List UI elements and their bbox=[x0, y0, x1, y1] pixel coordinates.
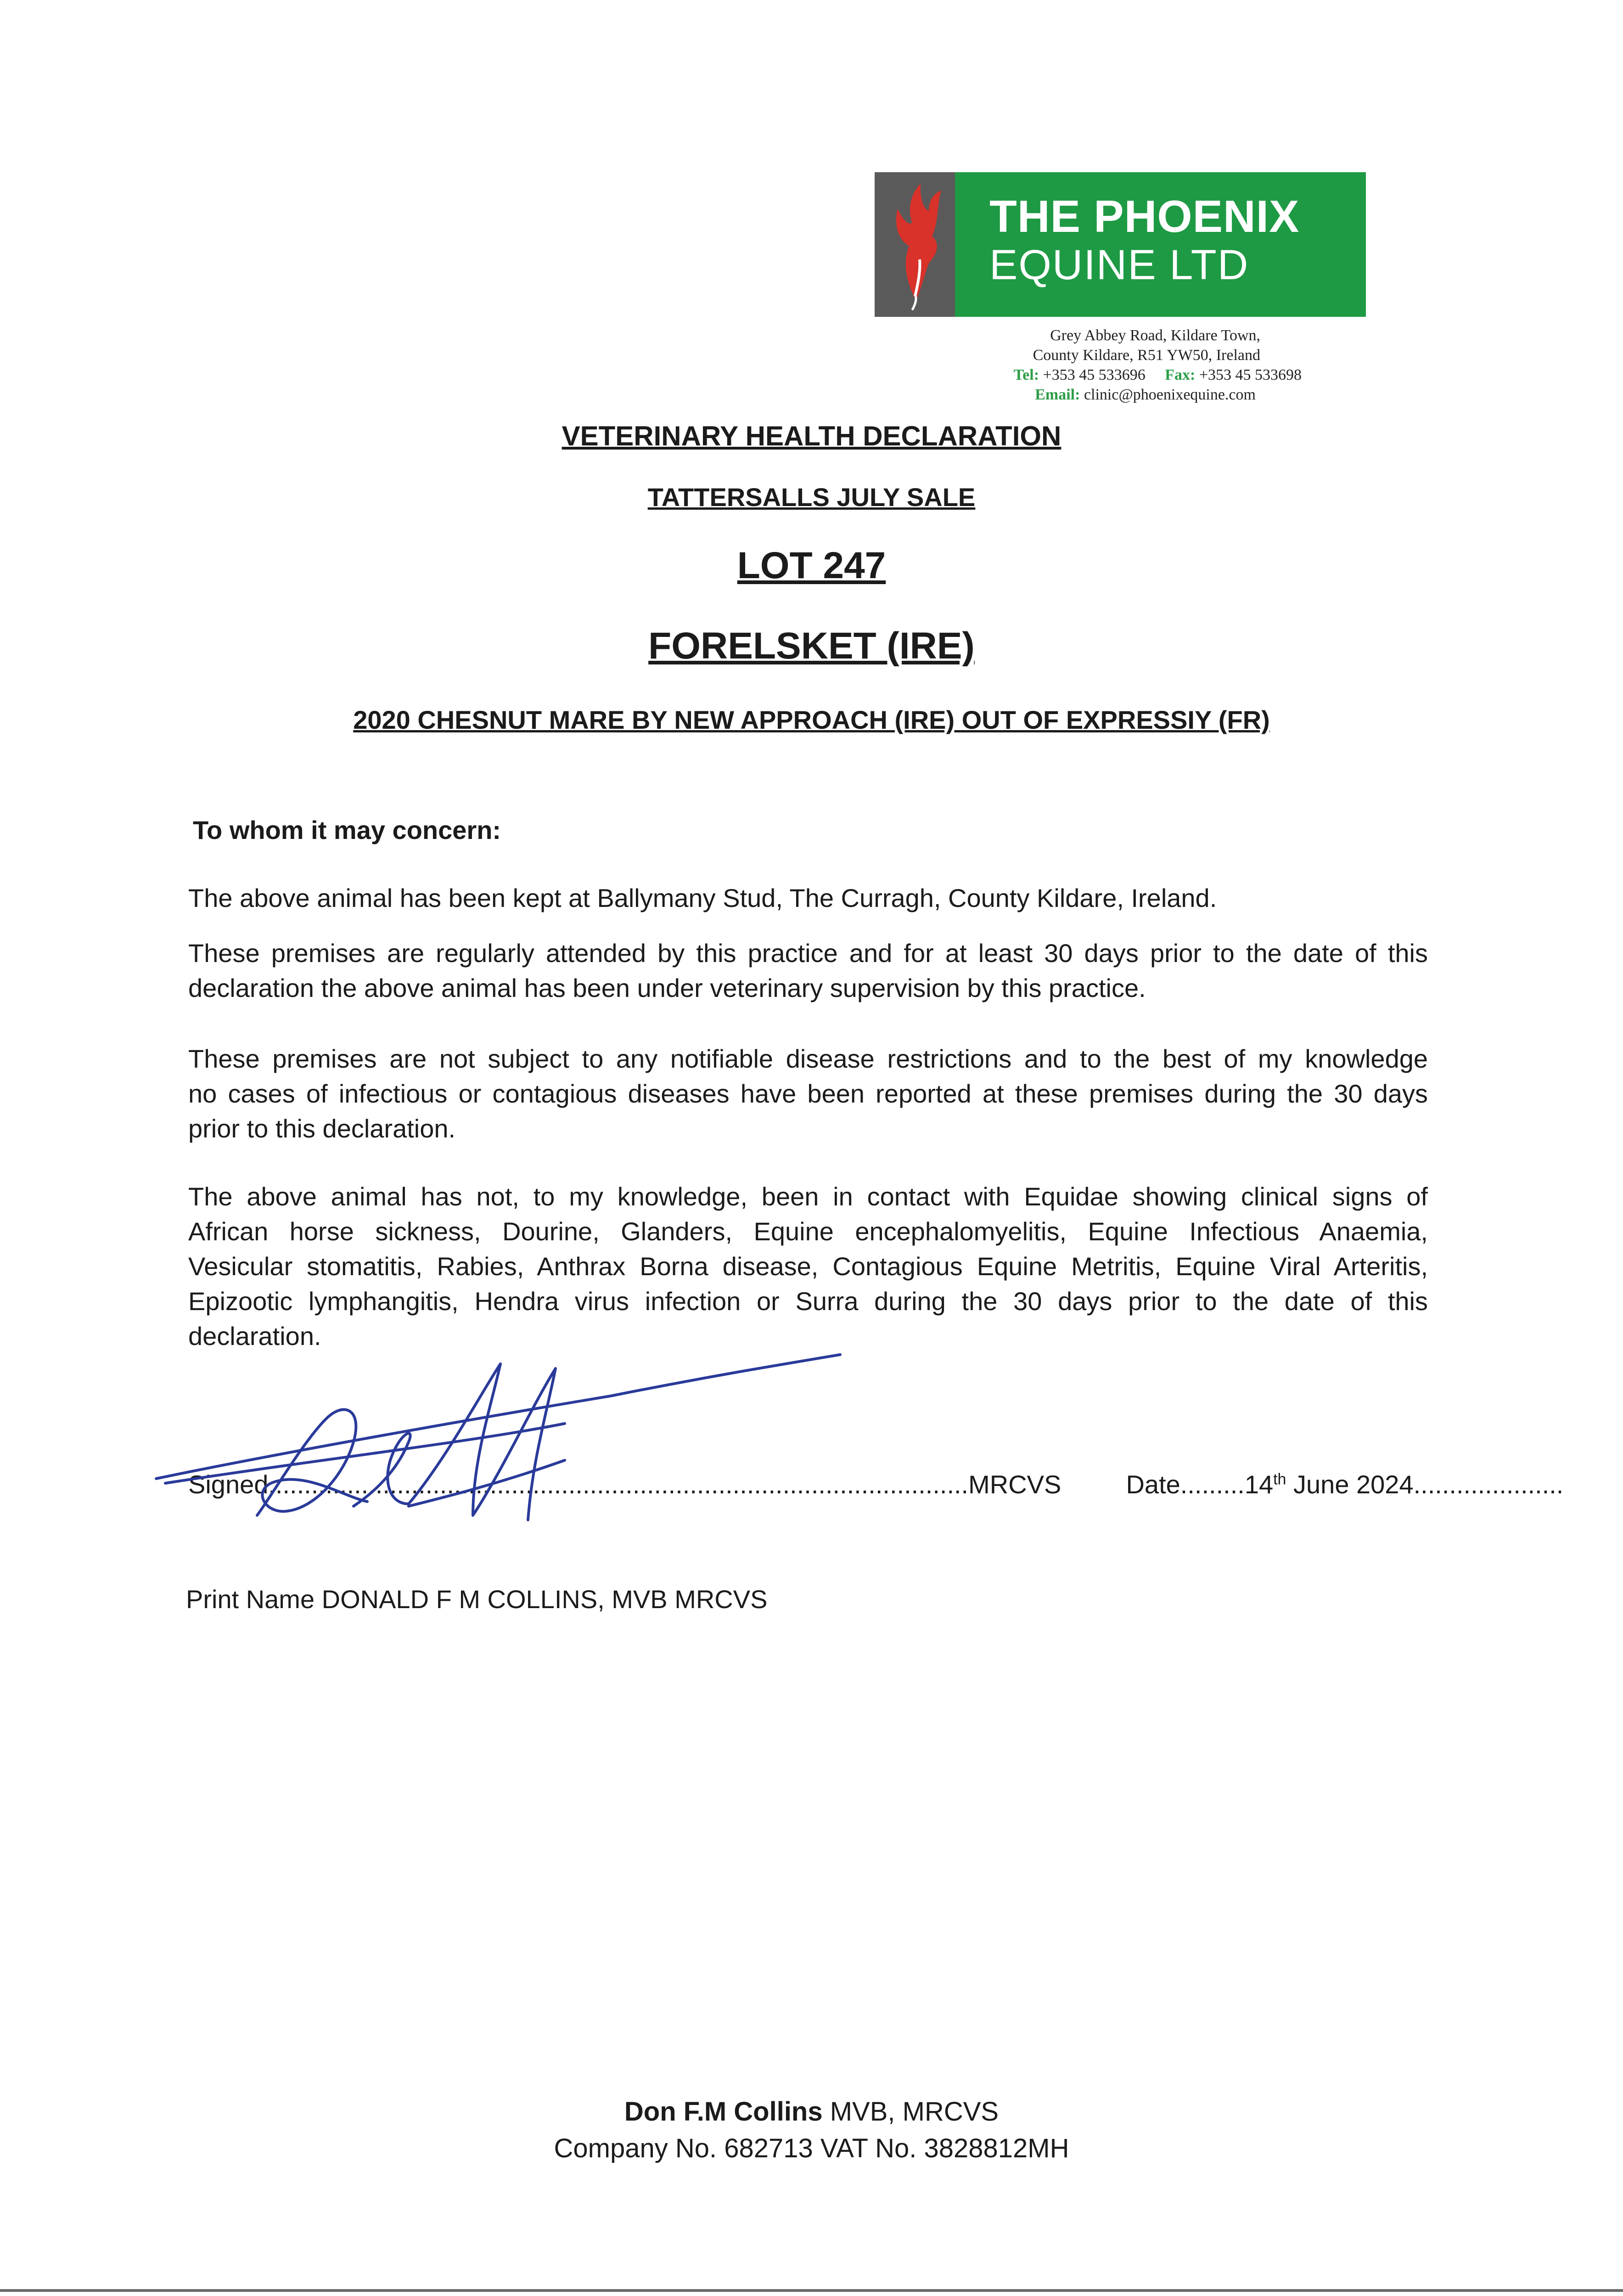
date-suffix: th bbox=[1273, 1470, 1286, 1488]
paragraph-line: These premises are regularly attended by this practice and for at least 30 days prior to the date of this bbox=[188, 939, 1428, 968]
paragraph-line: prior to this declaration. bbox=[188, 1114, 456, 1143]
paragraph-1 bbox=[188, 881, 1428, 916]
footer-company-info: Company No. 682713 VAT No. 3828812MH bbox=[554, 2133, 1069, 2163]
paragraph-line: These premises are not subject to any notifiable disease restrictions and to the best of my knowledge bbox=[188, 1044, 1428, 1073]
footer-qualifications: MVB, MRCVS bbox=[822, 2097, 999, 2127]
logo-subtitle: EQUINE LTD bbox=[989, 242, 1249, 288]
paragraph-line: Vesicular stomatitis, Rabies, Anthrax Borna disease, Contagious Equine Metritis, Equine Viral Arteritis, bbox=[188, 1252, 1428, 1281]
footer-name bbox=[0, 2096, 1623, 2127]
date-label: Date bbox=[1126, 1470, 1180, 1499]
paragraph-line: declaration the above animal has been under veterinary supervision by this practice. bbox=[188, 974, 1146, 1002]
contact-phone-fax bbox=[1014, 366, 1302, 384]
email-value: clinic@phoenixequine.com bbox=[1084, 386, 1256, 403]
tel-label: Tel: bbox=[1013, 366, 1039, 383]
paragraph-line: African horse sickness, Dourine, Glanders, Equine encephalomyelitis, Equine Infectious Anaemia, bbox=[188, 1217, 1428, 1246]
lot-number: LOT 247 bbox=[737, 545, 886, 586]
mrcvs-label: MRCVS bbox=[968, 1470, 1061, 1499]
date-day: 14 bbox=[1244, 1470, 1274, 1499]
paragraph-line: The above animal has not, to my knowledge, been in contact with Equidae showing clinical signs of bbox=[188, 1182, 1428, 1211]
company-logo bbox=[875, 172, 1366, 317]
print-name: Print Name DONALD F M COLLINS, MVB MRCVS bbox=[186, 1585, 768, 1614]
tel-value: +353 45 533696 bbox=[1043, 366, 1146, 383]
contact-email bbox=[1035, 386, 1256, 404]
date-month-year: June 2024 bbox=[1286, 1470, 1414, 1499]
date-dots-after: ..................... bbox=[1413, 1470, 1564, 1499]
fax-value: +353 45 533698 bbox=[1199, 366, 1302, 383]
address-line-2: County Kildare, R51 YW50, Ireland bbox=[1033, 347, 1260, 364]
bottom-border bbox=[0, 2289, 1623, 2292]
phoenix-flame-icon bbox=[875, 172, 955, 317]
signed-dots: .................................................................................................. bbox=[268, 1470, 969, 1499]
horse-description: 2020 CHESNUT MARE BY NEW APPROACH (IRE) OUT OF EXPRESSIY (FR) bbox=[353, 705, 1270, 734]
signed-label: Signed bbox=[188, 1470, 269, 1499]
horse-name: FORELSKET (IRE) bbox=[648, 625, 975, 667]
footer-vet-name: Don F.M Collins bbox=[624, 2097, 823, 2127]
logo-title: THE PHOENIX bbox=[989, 191, 1300, 242]
paragraph-2 bbox=[188, 936, 1428, 1006]
document-title: VETERINARY HEALTH DECLARATION bbox=[562, 421, 1061, 451]
sale-name: TATTERSALLS JULY SALE bbox=[647, 483, 976, 512]
email-label: Email: bbox=[1035, 386, 1080, 403]
salutation: To whom it may concern: bbox=[193, 816, 501, 844]
paragraph-line: The above animal has been kept at Ballymany Stud, The Curragh, County Kildare, Ireland. bbox=[188, 884, 1217, 912]
paragraph-line: no cases of infectious or contagious diseases have been reported at these premises during the 30 days bbox=[188, 1079, 1428, 1108]
paragraph-line: Epizootic lymphangitis, Hendra virus infection or Surra during the 30 days prior to the date of this bbox=[188, 1287, 1428, 1316]
paragraph-3 bbox=[188, 1041, 1428, 1146]
paragraph-line: declaration. bbox=[188, 1322, 321, 1351]
handwritten-signature bbox=[152, 1322, 932, 1538]
address-line-1: Grey Abbey Road, Kildare Town, bbox=[1050, 327, 1260, 344]
date-dots: ......... bbox=[1180, 1470, 1245, 1499]
fax-label: Fax: bbox=[1165, 366, 1196, 383]
